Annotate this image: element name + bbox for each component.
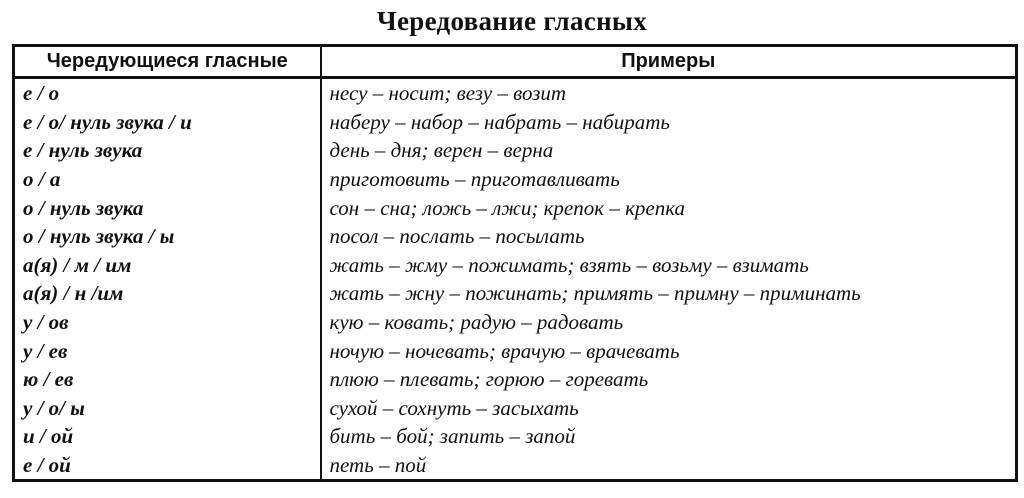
examples-cell: жать – жму – пожимать; взять – возьму – взимать [329, 252, 809, 277]
vowels-cell: е / о [14, 78, 321, 108]
examples-cell: ночую – ночевать; врачую – врачевать [329, 338, 680, 363]
examples-cell: петь – пой [329, 453, 427, 478]
examples-cell: сухой – сохнуть – засыхать [329, 395, 579, 420]
examples-cell: день – дня; верен – верна [329, 138, 554, 163]
table-header-row [14, 46, 1017, 78]
table-row [14, 279, 1017, 308]
header-vowels: Чередующиеся гласные [14, 46, 321, 78]
table-row [14, 365, 1017, 394]
alternation-table [12, 44, 1018, 482]
examples-cell: приготовить – приготавливать [329, 167, 620, 192]
vowels-cell: о / а [14, 165, 321, 194]
vowels-cell: у / ев [14, 336, 321, 365]
vowels-cell: и / ой [14, 422, 321, 451]
examples-cell: посол – послать – посылать [329, 224, 585, 249]
table-row [14, 165, 1017, 194]
table-row [14, 394, 1017, 423]
vowels-cell: о / нуль звука [14, 193, 321, 222]
vowels-cell: о / нуль звука / ы [14, 222, 321, 251]
examples-cell: несу – носит; везу – возит [329, 81, 567, 106]
table-row [14, 451, 1017, 481]
examples-cell: сон – сна; ложь – лжи; крепок – крепка [329, 195, 686, 220]
vowels-cell: е / нуль звука [14, 136, 321, 165]
table-row [14, 251, 1017, 280]
vowels-cell: у / о/ ы [14, 394, 321, 423]
table-row [14, 308, 1017, 337]
examples-cell: плюю – плевать; горюю – горевать [329, 367, 649, 392]
examples-cell: кую – ковать; радую – радовать [329, 310, 624, 335]
table-row [14, 222, 1017, 251]
vowels-cell: а(я) / м / им [14, 251, 321, 280]
vowels-cell: е / ой [14, 451, 321, 481]
vowels-cell: е / о/ нуль звука / и [14, 108, 321, 137]
examples-cell: бить – бой; запить – запой [329, 424, 576, 449]
header-examples: Примеры [321, 46, 1017, 78]
examples-cell: наберу – набор – набрать – набирать [329, 109, 670, 134]
table-row [14, 422, 1017, 451]
table-row [14, 193, 1017, 222]
table-row [14, 78, 1017, 108]
table-row [14, 108, 1017, 137]
examples-cell: жать – жну – пожинать; примять – примну – приминать [329, 281, 861, 306]
vowels-cell: а(я) / н /им [14, 279, 321, 308]
table-row [14, 336, 1017, 365]
vowels-cell: ю / ев [14, 365, 321, 394]
vowels-cell: у / ов [14, 308, 321, 337]
table-row [14, 136, 1017, 165]
page-title: Чередование гласных [376, 6, 648, 36]
